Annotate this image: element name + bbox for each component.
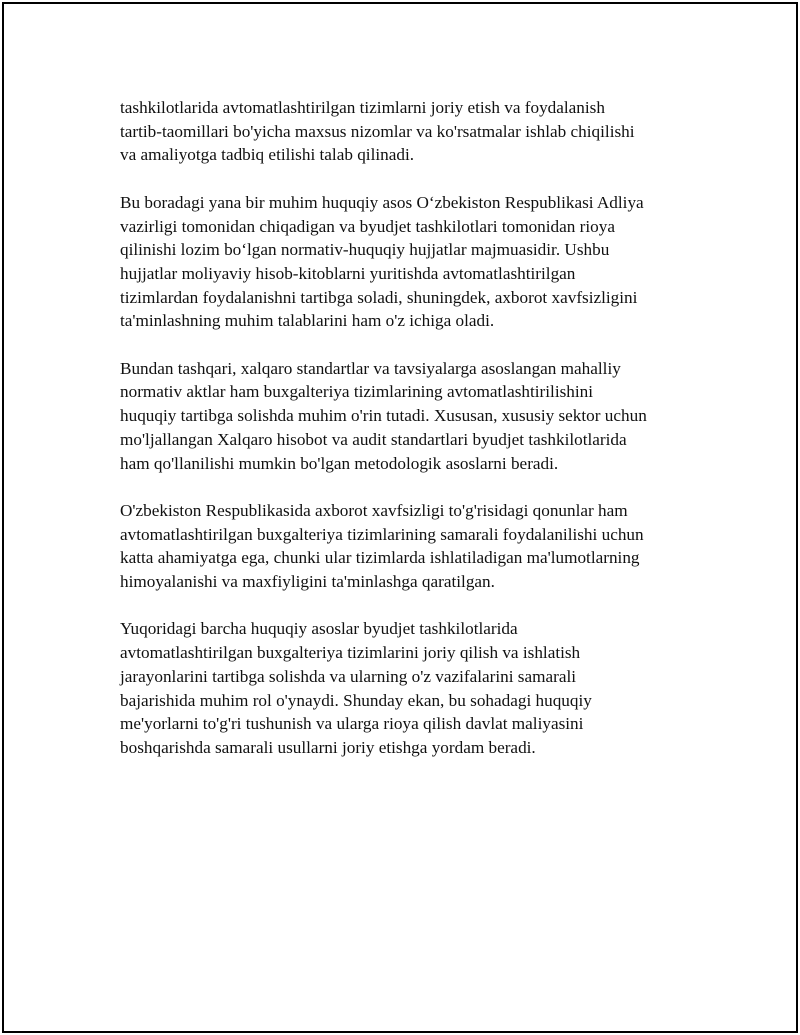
- text-line: tizimlardan foydalanishni tartibga soladi, shuningdek, axborot xavfsizligini: [120, 287, 638, 307]
- text-line: vazirligi tomonidan chiqadigan va byudjet tashkilotlari tomonidan rioya: [120, 216, 615, 236]
- text-line: avtomatlashtirilgan buxgalteriya tizimlarini joriy qilish va ishlatish: [120, 643, 581, 663]
- paragraph-5: [120, 617, 700, 759]
- paragraph-4: [120, 499, 700, 594]
- paragraph-1: [120, 96, 700, 167]
- text-line: ham qo'llanilishi mumkin bo'lgan metodologik asoslarni beradi.: [120, 453, 559, 473]
- page-border: [2, 2, 798, 1033]
- text-line: va amaliyotga tadbiq etilishi talab qilinadi.: [120, 145, 415, 165]
- text-line: boshqarishda samarali usullarni joriy etishga yordam beradi.: [120, 737, 536, 757]
- text-line: qilinishi lozim bo‘lgan normativ-huquqiy hujjatlar majmuasidir. Ushbu: [120, 240, 610, 260]
- text-line: himoyalanishi va maxfiyligini ta'minlashga qaratilgan.: [120, 572, 495, 592]
- paragraph-3: [120, 357, 700, 476]
- text-line: ta'minlashning muhim talablarini ham o'z ichiga oladi.: [120, 311, 495, 331]
- text-line: O'zbekiston Respublikasida axborot xavfsizligi to'g'risidagi qonunlar ham: [120, 500, 628, 520]
- text-line: normativ aktlar ham buxgalteriya tizimlarining avtomatlashtirilishini: [120, 382, 594, 402]
- text-line: tartib-taomillari bo'yicha maxsus nizomlar va ko'rsatmalar ishlab chiqilishi: [120, 121, 635, 141]
- text-line: huquqiy tartibga solishda muhim o'rin tutadi. Xususan, xususiy sektor uchun: [120, 406, 647, 426]
- text-line: jarayonlarini tartibga solishda va ularning o'z vazifalarini samarali: [120, 666, 577, 686]
- text-line: hujjatlar moliyaviy hisob-kitoblarni yuritishda avtomatlashtirilgan: [120, 263, 576, 283]
- text-line: Yuqoridagi barcha huquqiy asoslar byudjet tashkilotlarida: [120, 619, 518, 639]
- paragraph-2: [120, 191, 700, 333]
- text-line: tashkilotlarida avtomatlashtirilgan tizimlarni joriy etish va foydalanish: [120, 98, 605, 117]
- text-line: katta ahamiyatga ega, chunki ular tizimlarda ishlatiladigan ma'lumotlarning: [120, 548, 640, 568]
- text-line: avtomatlashtirilgan buxgalteriya tizimlarining samarali foydalanilishi uchun: [120, 524, 644, 544]
- text-line: Bundan tashqari, xalqaro standartlar va tavsiyalarga asoslangan mahalliy: [120, 358, 621, 378]
- text-line: me'yorlarni to'g'ri tushunish va ularga rioya qilish davlat maliyasini: [120, 714, 584, 734]
- text-line: mo'ljallangan Xalqaro hisobot va audit standartlari byudjet tashkilotlarida: [120, 429, 627, 449]
- document-body: [120, 96, 700, 783]
- text-line: bajarishida muhim rol o'ynaydi. Shunday ekan, bu sohadagi huquqiy: [120, 690, 592, 710]
- text-line: Bu boradagi yana bir muhim huquqiy asos O‘zbekiston Respublikasi Adliya: [120, 192, 644, 212]
